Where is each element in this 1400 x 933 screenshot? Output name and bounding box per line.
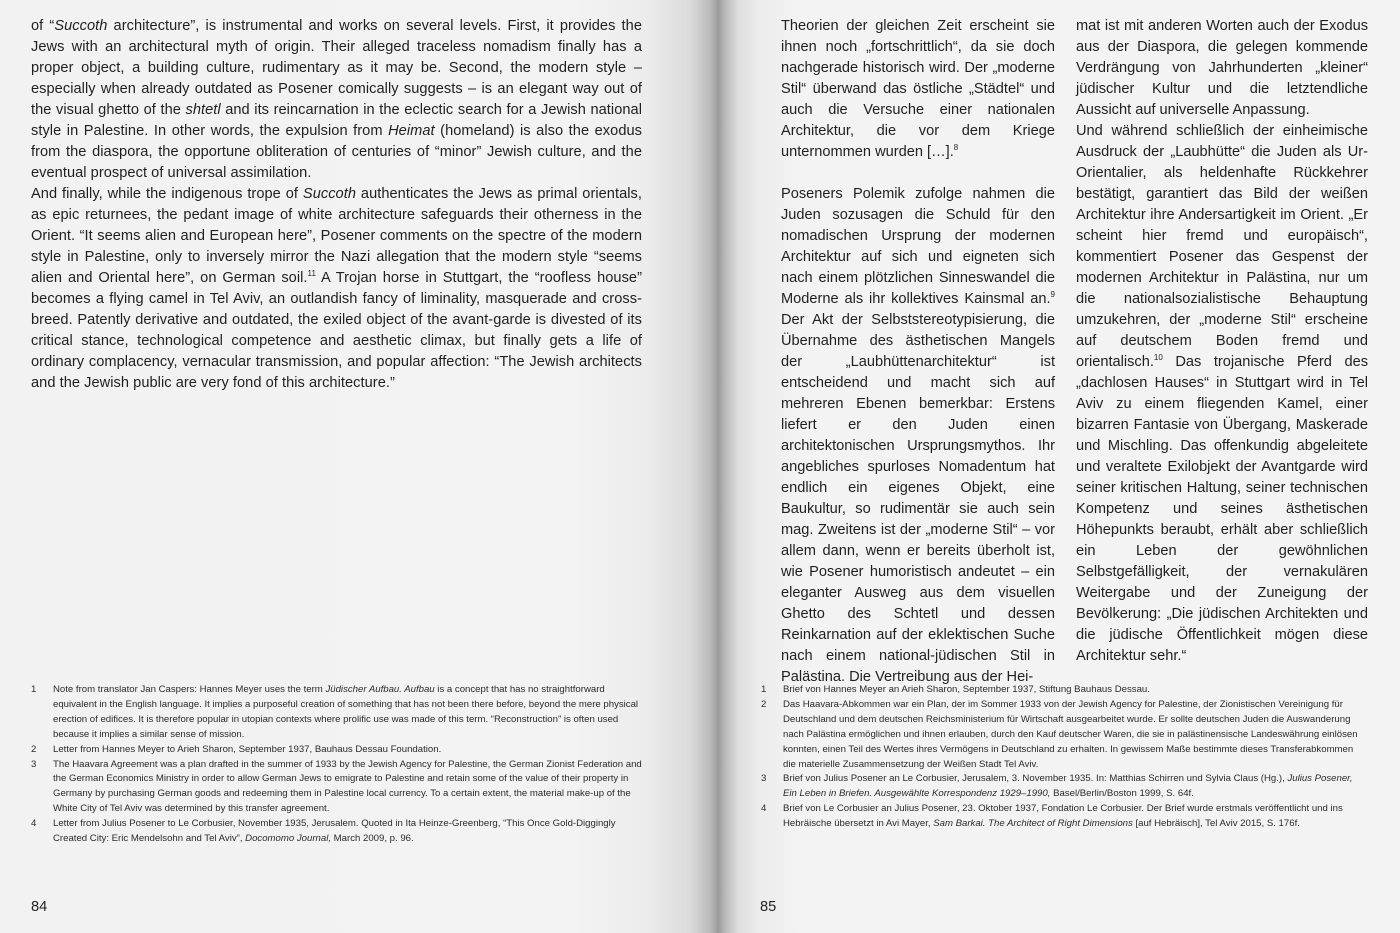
german-column-left — [781, 16, 1055, 688]
italic-text: shtetl — [185, 102, 221, 118]
italic-text: Heimat — [388, 123, 435, 139]
footnote — [31, 817, 643, 847]
footnote-number: 3 — [761, 773, 767, 785]
italic-text: Sam Barkai. The Architect of Right Dimensions — [933, 818, 1133, 830]
footnote — [761, 683, 1361, 698]
body-paragraph: Poseners Polemik zufolge nahmen die Juden sozusagen die Schuld für den nomadischen Ursprung der modernen Architektur auf sich und eigneten sich nach einem plötzlichen Sinneswandel die Moderne als ihr kollektives Kainsmal an.$^9$ Der Akt der Selbststereotypisierung, die Übernahme des ästhetischen Mangels der „Laubhüttenarchitektur“ ist entscheidend und macht sich auf mehreren Ebenen bemerkbar: Erstens liefert er den Juden einen architektonischen Ursprungsmythos. Ihr angebliches spurloses Nomadentum hat endlich ein eigenes Objekt, eine Baukultur, so rudimentär sie auch sein mag. Zweitens ist der „moderne Stil“ – vor allem dann, wenn er bereits überholt ist, wie Posener humoristisch andeutet – ein eleganter Ausweg aus dem visuellen Ghetto des Schtetl und dessen Reinkarnation auf der eklektischen Suche nach einem national-jüdischen Stil in Palästina. Die Vertreibung aus der Hei- — [781, 186, 1055, 685]
footnote — [761, 698, 1361, 773]
footnote-ref: 9 — [1050, 290, 1055, 299]
footnote-text: Letter from Hannes Meyer to Arieh Sharon, September 1937, Bauhaus Dessau Foundation. — [53, 743, 442, 755]
page-number-left: 84 — [31, 899, 48, 915]
paragraph-gap — [781, 163, 1055, 184]
footnote-number: 1 — [761, 684, 767, 695]
footnote — [31, 758, 643, 818]
footnote-number: 2 — [761, 698, 767, 710]
footnote — [31, 683, 643, 743]
block-quote: Theorien der gleichen Zeit erscheint sie ihnen noch „fortschrittlich“, da sie doch nachgerade historisch wird. Der „moderne Stil“ überwand das östliche „Städtel“ und auch die Versuche einer nationalen Architektur, die vor dem Kriege unternommen wurden […].$^8$ — [781, 18, 1055, 160]
footnote-text: Brief von Le Corbusier an Julius Posener, 23. Oktober 1937, Fondation Le Corbusier. Der Brief wurde erstmals veröffentlicht und ins Hebräische übersetzt in Avi Mayer, Sam Barkai. The Architect of Right Dimensions [auf Hebräisch], Tel Aviv 2015, S. 176f. — [783, 803, 1343, 830]
footnote-ref: 8 — [953, 143, 959, 152]
footnote — [761, 802, 1361, 832]
footnote-text: Brief von Hannes Meyer an Arieh Sharon, September 1937, Stiftung Bauhaus Dessau. — [783, 684, 1150, 695]
italic-text: Jüdischer Aufbau. Aufbau — [325, 684, 435, 695]
footnote-text: Letter from Julius Posener to Le Corbusier, November 1935, Jerusalem. Quoted in Ita Heinze-Greenberg, “This Once Gold-Diggingly Created City: Eric Mendelsohn and Tel Aviv”, Docomomo Journal, March 2009, p. 96. — [53, 818, 616, 845]
footnote — [31, 743, 643, 758]
english-body-text — [31, 16, 642, 394]
body-paragraph: Und während schließlich der einheimische Ausdruck der „Laubhütte“ die Juden als Ur-Orientalier, als heldenhafte Rückkehrer bestätigt, garantiert das Bild der weißen Architektur ihre Andersartigkeit im Orient. „Er scheint hier fremd und europäisch“, kommentiert Posener das Gespenst der modernen Architektur in Palästina, nur um die nationalsozialistische Behauptung umzukehren, der „moderne Stil“ erscheine auf deutschem Boden fremd und orientalisch.$^{10}$ Das trojanische Pferd des „dachlosen Hauses“ in Stuttgart wird in Tel Aviv zu einem fliegenden Kamel, einer bizarren Fantasie von Übergang, Maskerade und Mischling. Das offenkundig abgeleitete und veraltete Exilobjekt der Avantgarde wird seiner kritischen Haltung, seiner technischen Kompetenz und seines ästhetischen Höhepunkts beraubt, erhält aber schließlich ein Leben der gewöhnlichen Selbstgefälligkeit, der vernakulären Weitergabe und der Zuneigung der Bevölkerung: „Die jüdischen Architekten und die jüdische Öffentlichkeit mögen diese Architektur sehr.“ — [1076, 123, 1368, 664]
footnote-number: 3 — [31, 758, 37, 770]
right-page — [718, 0, 1400, 933]
footnote-text: The Haavara Agreement was a plan drafted in the summer of 1933 by the Jewish Agency for Palestine, the German Zionist Federation and the German Economics Ministry in order to allow German Jews to emigrate to Palestine and retain some of the value of their property in Germany by purchasing German goods and redeeming them in Palestine local currency. To a certain extent, the material make-up of the White City of Tel Aviv was determined by this transfer agreement. — [53, 758, 642, 815]
footnote-ref: 11 — [307, 269, 316, 278]
footnotes-english — [31, 683, 643, 847]
german-column-right — [1076, 16, 1368, 667]
page-number-right: 85 — [760, 899, 777, 915]
italic-text: Succoth — [302, 186, 356, 202]
footnote-text: Das Haavara-Abkommen war ein Plan, der im Sommer 1933 von der Jewish Agency for Palestine, der Zionistischen Vereinigung für Deutschland und dem deutschen Reichsministerium für Wirtschaft ausgearbeitet wurde. Er sollte deutschen Juden die Auswanderung nach Palästina ermöglichen und ihnen erlauben, durch den Kauf deutscher Waren, die sie in palästinensische Landeswährung einlösen konnten, einen Teil des Wertes ihres Vermögens in Deutschland zu erhalten. In gewissem Maße bestimmte dieses Transferabkommen die materielle Zusammensetzung der Weißen Stadt Tel Aviv. — [783, 698, 1358, 770]
footnote-text: Note from translator Jan Caspers: Hannes Meyer uses the term Jüdischer Aufbau. Aufbau is a concept that has no straightforward equivalent in the English language. It implies a purposeful creation of something that has not been there before, beyond the mere physical erection of edifices. It is therefore popular in utopian contexts where prolific use was made of this term. “Reconstruction” is often used because it implies a similar sense of mission. — [53, 684, 639, 740]
footnotes-german — [761, 683, 1361, 832]
body-paragraph: mat ist mit anderen Worten auch der Exodus aus der Diaspora, die gelegen kommende Verdrängung von Jahrhunderten „kleiner“ jüdischer Kultur und die letztendliche Aussicht auf universelle Anpassung. — [1076, 18, 1368, 118]
body-paragraph: of “Succoth architecture”, is instrumental and works on several levels. First, it provides the Jews with an architectural myth of origin. Their alleged traceless nomadism finally has a proper object, a building culture, rudimentary as it may be. Second, the modern style – especially when already outdated as Posener comically suggests – is an elegant way out of the visual ghetto of the shtetl and its reincarnation in the eclectic search for a Jewish national style in Palestine. In other words, the expulsion from Heimat (homeland) is also the exodus from the diaspora, the opportune obliteration of centuries of “minor” Jewish culture, and the eventual prospect of universal assimilation. — [31, 18, 643, 181]
italic-text: Docomomo Journal, — [245, 833, 332, 845]
footnote-number: 2 — [31, 743, 37, 755]
footnote-number: 4 — [31, 818, 37, 830]
footnote-number: 1 — [31, 684, 37, 695]
footnote-text: Brief von Julius Posener an Le Corbusier, Jerusalem, 3. November 1935. In: Matthias Schirren und Sylvia Claus (Hg.), Julius Posener, Ein Leben in Briefen. Ausgewählte Korrespondenz 1929–1990, Basel/Berlin/Boston 1999, S. 64f. — [783, 773, 1353, 800]
body-paragraph: And finally, while the indigenous trope of Succoth authenticates the Jews as primal orientals, as epic returnees, the pedant image of white architecture safeguards their otherness in the Orient. “It seems alien and European here”, Posener comments on the spectre of the modern style in Palestine, only to inversely mirror the Nazi allegation that the modern style “seems alien and Oriental here”, on German soil.$^{11}$ A Trojan horse in Stuttgart, the “roofless house” becomes a flying camel in Tel Aviv, an outlandish fancy of liminality, masquerade and cross-breed. Patently derivative and outdated, the exiled object of the avant-garde is divested of its critical stance, technological competence and aesthetic climax, but finally gets a life of ordinary complacency, vernacular transmission, and popular affection: “The Jewish architects and the Jewish public are very fond of this architecture.” — [31, 186, 642, 391]
footnote — [761, 772, 1361, 802]
footnote-ref: 10 — [1153, 353, 1163, 362]
italic-text: Succoth — [54, 18, 108, 34]
footnote-number: 4 — [761, 803, 767, 815]
italic-text: Julius Posener, Ein Leben in Briefen. Ausgewählte Korrespondenz 1929–1990, — [783, 773, 1353, 800]
